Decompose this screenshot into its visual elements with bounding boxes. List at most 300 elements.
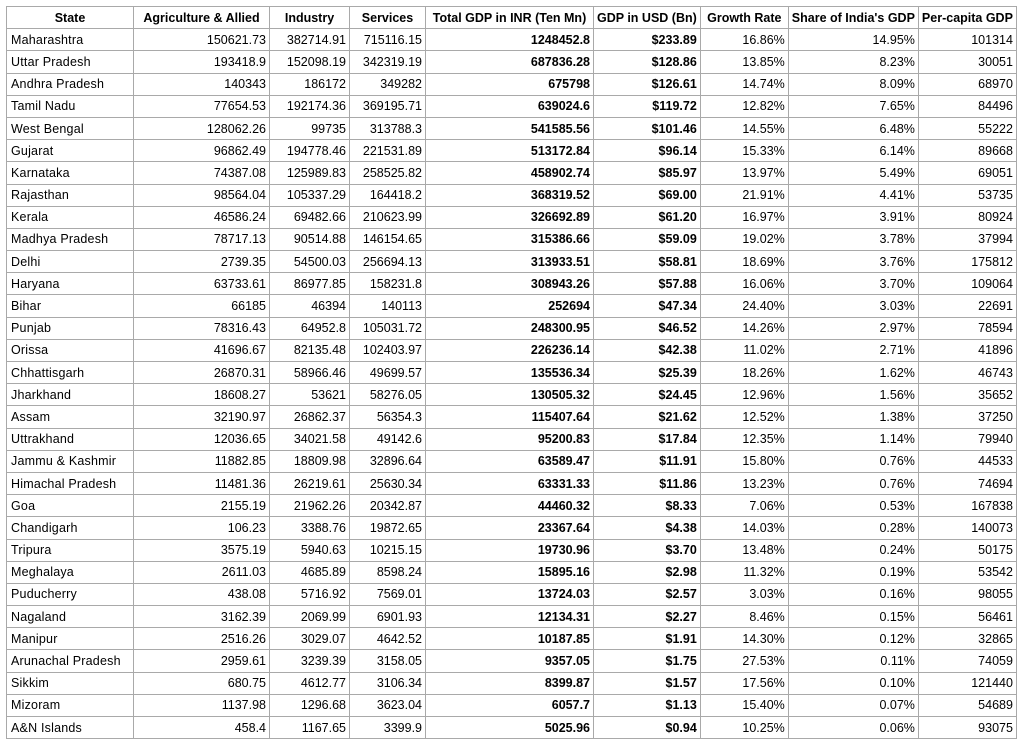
per-capita-cell[interactable]: 80924 — [918, 206, 1016, 228]
state-cell[interactable]: Orissa — [7, 339, 134, 361]
per-capita-cell[interactable]: 53542 — [918, 561, 1016, 583]
total-gdp-inr-cell[interactable]: 226236.14 — [426, 339, 594, 361]
agriculture-cell[interactable]: 66185 — [134, 295, 270, 317]
share-cell[interactable]: 3.78% — [788, 228, 918, 250]
agriculture-cell[interactable]: 150621.73 — [134, 29, 270, 51]
growth-rate-cell[interactable]: 3.03% — [700, 583, 788, 605]
per-capita-cell[interactable]: 68970 — [918, 73, 1016, 95]
state-cell[interactable]: Meghalaya — [7, 561, 134, 583]
gdp-usd-cell[interactable]: $119.72 — [594, 95, 701, 117]
services-cell[interactable]: 3106.34 — [350, 672, 426, 694]
state-cell[interactable]: Nagaland — [7, 606, 134, 628]
services-cell[interactable]: 349282 — [350, 73, 426, 95]
agriculture-cell[interactable]: 41696.67 — [134, 339, 270, 361]
gdp-usd-cell[interactable]: $21.62 — [594, 406, 701, 428]
total-gdp-inr-cell[interactable]: 513172.84 — [426, 140, 594, 162]
agriculture-cell[interactable]: 63733.61 — [134, 273, 270, 295]
gdp-usd-cell[interactable]: $42.38 — [594, 339, 701, 361]
state-cell[interactable]: West Bengal — [7, 117, 134, 139]
total-gdp-inr-cell[interactable]: 315386.66 — [426, 228, 594, 250]
gdp-usd-cell[interactable]: $1.57 — [594, 672, 701, 694]
agriculture-cell[interactable]: 2155.19 — [134, 495, 270, 517]
state-cell[interactable]: Arunachal Pradesh — [7, 650, 134, 672]
growth-rate-cell[interactable]: 14.03% — [700, 517, 788, 539]
industry-cell[interactable]: 5716.92 — [270, 583, 350, 605]
state-cell[interactable]: Jharkhand — [7, 384, 134, 406]
table-row — [7, 339, 1017, 361]
per-capita-cell[interactable]: 22691 — [918, 295, 1016, 317]
total-gdp-inr-cell[interactable]: 248300.95 — [426, 317, 594, 339]
total-gdp-inr-cell[interactable]: 130505.32 — [426, 384, 594, 406]
total-gdp-inr-cell[interactable]: 687836.28 — [426, 51, 594, 73]
share-cell[interactable]: 7.65% — [788, 95, 918, 117]
industry-cell[interactable]: 54500.03 — [270, 251, 350, 273]
share-cell[interactable]: 8.23% — [788, 51, 918, 73]
state-cell[interactable]: Mizoram — [7, 694, 134, 716]
gdp-usd-cell[interactable]: $4.38 — [594, 517, 701, 539]
industry-cell[interactable]: 18809.98 — [270, 450, 350, 472]
state-cell[interactable]: Sikkim — [7, 672, 134, 694]
per-capita-cell[interactable]: 37250 — [918, 406, 1016, 428]
per-capita-cell[interactable]: 78594 — [918, 317, 1016, 339]
growth-rate-cell[interactable]: 27.53% — [700, 650, 788, 672]
industry-cell[interactable]: 5940.63 — [270, 539, 350, 561]
share-cell[interactable]: 0.15% — [788, 606, 918, 628]
share-cell[interactable]: 0.53% — [788, 495, 918, 517]
gdp-usd-cell[interactable]: $1.91 — [594, 628, 701, 650]
per-capita-cell[interactable]: 84496 — [918, 95, 1016, 117]
agriculture-cell[interactable]: 78717.13 — [134, 228, 270, 250]
industry-cell[interactable]: 3239.39 — [270, 650, 350, 672]
industry-cell[interactable]: 82135.48 — [270, 339, 350, 361]
per-capita-cell[interactable]: 140073 — [918, 517, 1016, 539]
total-gdp-inr-cell[interactable]: 19730.96 — [426, 539, 594, 561]
agriculture-cell[interactable]: 11882.85 — [134, 450, 270, 472]
services-cell[interactable]: 105031.72 — [350, 317, 426, 339]
total-gdp-inr-cell[interactable]: 15895.16 — [426, 561, 594, 583]
growth-rate-cell[interactable]: 16.86% — [700, 29, 788, 51]
services-cell[interactable]: 258525.82 — [350, 162, 426, 184]
state-cell[interactable]: Andhra Pradesh — [7, 73, 134, 95]
services-cell[interactable]: 3158.05 — [350, 650, 426, 672]
total-gdp-inr-cell[interactable]: 135536.34 — [426, 362, 594, 384]
share-cell[interactable]: 1.56% — [788, 384, 918, 406]
gdp-usd-cell[interactable]: $69.00 — [594, 184, 701, 206]
per-capita-cell[interactable]: 167838 — [918, 495, 1016, 517]
share-cell[interactable]: 0.11% — [788, 650, 918, 672]
services-cell[interactable]: 256694.13 — [350, 251, 426, 273]
total-gdp-inr-cell[interactable]: 23367.64 — [426, 517, 594, 539]
industry-cell[interactable]: 26862.37 — [270, 406, 350, 428]
per-capita-cell[interactable]: 41896 — [918, 339, 1016, 361]
services-cell[interactable]: 25630.34 — [350, 472, 426, 494]
gdp-usd-cell[interactable]: $1.75 — [594, 650, 701, 672]
share-cell[interactable]: 14.95% — [788, 29, 918, 51]
per-capita-cell[interactable]: 89668 — [918, 140, 1016, 162]
industry-cell[interactable]: 4612.77 — [270, 672, 350, 694]
services-cell[interactable]: 8598.24 — [350, 561, 426, 583]
agriculture-cell[interactable]: 46586.24 — [134, 206, 270, 228]
total-gdp-inr-cell[interactable]: 63589.47 — [426, 450, 594, 472]
industry-cell[interactable]: 26219.61 — [270, 472, 350, 494]
services-cell[interactable]: 58276.05 — [350, 384, 426, 406]
share-cell[interactable]: 3.03% — [788, 295, 918, 317]
state-cell[interactable]: Assam — [7, 406, 134, 428]
agriculture-cell[interactable]: 77654.53 — [134, 95, 270, 117]
share-cell[interactable]: 0.10% — [788, 672, 918, 694]
industry-cell[interactable]: 1167.65 — [270, 717, 350, 739]
total-gdp-inr-cell[interactable]: 252694 — [426, 295, 594, 317]
growth-rate-cell[interactable]: 10.25% — [700, 717, 788, 739]
services-cell[interactable]: 10215.15 — [350, 539, 426, 561]
state-cell[interactable]: Maharashtra — [7, 29, 134, 51]
header-share-of-india[interactable]: Share of India's GDP — [788, 7, 918, 29]
agriculture-cell[interactable]: 2516.26 — [134, 628, 270, 650]
agriculture-cell[interactable]: 74387.08 — [134, 162, 270, 184]
industry-cell[interactable]: 4685.89 — [270, 561, 350, 583]
total-gdp-inr-cell[interactable]: 675798 — [426, 73, 594, 95]
industry-cell[interactable]: 64952.8 — [270, 317, 350, 339]
state-cell[interactable]: Madhya Pradesh — [7, 228, 134, 250]
growth-rate-cell[interactable]: 12.35% — [700, 428, 788, 450]
total-gdp-inr-cell[interactable]: 326692.89 — [426, 206, 594, 228]
services-cell[interactable]: 221531.89 — [350, 140, 426, 162]
agriculture-cell[interactable]: 106.23 — [134, 517, 270, 539]
industry-cell[interactable]: 152098.19 — [270, 51, 350, 73]
agriculture-cell[interactable]: 438.08 — [134, 583, 270, 605]
industry-cell[interactable]: 186172 — [270, 73, 350, 95]
total-gdp-inr-cell[interactable]: 44460.32 — [426, 495, 594, 517]
state-cell[interactable]: A&N Islands — [7, 717, 134, 739]
growth-rate-cell[interactable]: 11.32% — [700, 561, 788, 583]
total-gdp-inr-cell[interactable]: 1248452.8 — [426, 29, 594, 51]
agriculture-cell[interactable]: 78316.43 — [134, 317, 270, 339]
per-capita-cell[interactable]: 30051 — [918, 51, 1016, 73]
per-capita-cell[interactable]: 44533 — [918, 450, 1016, 472]
table-row — [7, 162, 1017, 184]
per-capita-cell[interactable]: 98055 — [918, 583, 1016, 605]
agriculture-cell[interactable]: 98564.04 — [134, 184, 270, 206]
share-cell[interactable]: 1.62% — [788, 362, 918, 384]
share-cell[interactable]: 3.91% — [788, 206, 918, 228]
industry-cell[interactable]: 105337.29 — [270, 184, 350, 206]
total-gdp-inr-cell[interactable]: 368319.52 — [426, 184, 594, 206]
agriculture-cell[interactable]: 2739.35 — [134, 251, 270, 273]
services-cell[interactable]: 146154.65 — [350, 228, 426, 250]
state-cell[interactable]: Rajasthan — [7, 184, 134, 206]
total-gdp-inr-cell[interactable]: 63331.33 — [426, 472, 594, 494]
header-growth-rate[interactable]: Growth Rate — [700, 7, 788, 29]
industry-cell[interactable]: 69482.66 — [270, 206, 350, 228]
growth-rate-cell[interactable]: 14.26% — [700, 317, 788, 339]
industry-cell[interactable]: 99735 — [270, 117, 350, 139]
industry-cell[interactable]: 58966.46 — [270, 362, 350, 384]
state-cell[interactable]: Delhi — [7, 251, 134, 273]
table-row — [7, 140, 1017, 162]
growth-rate-cell[interactable]: 14.74% — [700, 73, 788, 95]
growth-rate-cell[interactable]: 18.69% — [700, 251, 788, 273]
services-cell[interactable]: 20342.87 — [350, 495, 426, 517]
industry-cell[interactable]: 90514.88 — [270, 228, 350, 250]
agriculture-cell[interactable]: 18608.27 — [134, 384, 270, 406]
share-cell[interactable]: 0.06% — [788, 717, 918, 739]
per-capita-cell[interactable]: 32865 — [918, 628, 1016, 650]
state-cell[interactable]: Uttar Pradesh — [7, 51, 134, 73]
agriculture-cell[interactable]: 96862.49 — [134, 140, 270, 162]
industry-cell[interactable]: 194778.46 — [270, 140, 350, 162]
share-cell[interactable]: 2.71% — [788, 339, 918, 361]
services-cell[interactable]: 3623.04 — [350, 694, 426, 716]
services-cell[interactable]: 3399.9 — [350, 717, 426, 739]
gdp-usd-cell[interactable]: $11.86 — [594, 472, 701, 494]
industry-cell[interactable]: 34021.58 — [270, 428, 350, 450]
share-cell[interactable]: 5.49% — [788, 162, 918, 184]
gdp-usd-cell[interactable]: $57.88 — [594, 273, 701, 295]
gdp-usd-cell[interactable]: $58.81 — [594, 251, 701, 273]
per-capita-cell[interactable]: 56461 — [918, 606, 1016, 628]
share-cell[interactable]: 0.16% — [788, 583, 918, 605]
total-gdp-inr-cell[interactable]: 13724.03 — [426, 583, 594, 605]
total-gdp-inr-cell[interactable]: 6057.7 — [426, 694, 594, 716]
agriculture-cell[interactable]: 193418.9 — [134, 51, 270, 73]
gdp-usd-cell[interactable]: $17.84 — [594, 428, 701, 450]
gdp-usd-cell[interactable]: $96.14 — [594, 140, 701, 162]
industry-cell[interactable]: 46394 — [270, 295, 350, 317]
agriculture-cell[interactable]: 140343 — [134, 73, 270, 95]
agriculture-cell[interactable]: 11481.36 — [134, 472, 270, 494]
agriculture-cell[interactable]: 1137.98 — [134, 694, 270, 716]
total-gdp-inr-cell[interactable]: 308943.26 — [426, 273, 594, 295]
gdp-usd-cell[interactable]: $126.61 — [594, 73, 701, 95]
growth-rate-cell[interactable]: 15.33% — [700, 140, 788, 162]
services-cell[interactable]: 102403.97 — [350, 339, 426, 361]
agriculture-cell[interactable]: 2611.03 — [134, 561, 270, 583]
growth-rate-cell[interactable]: 13.85% — [700, 51, 788, 73]
total-gdp-inr-cell[interactable]: 9357.05 — [426, 650, 594, 672]
gdp-usd-cell[interactable]: $2.57 — [594, 583, 701, 605]
industry-cell[interactable]: 382714.91 — [270, 29, 350, 51]
growth-rate-cell[interactable]: 16.06% — [700, 273, 788, 295]
share-cell[interactable]: 0.76% — [788, 472, 918, 494]
state-cell[interactable]: Manipur — [7, 628, 134, 650]
gdp-usd-cell[interactable]: $0.94 — [594, 717, 701, 739]
per-capita-cell[interactable]: 50175 — [918, 539, 1016, 561]
gdp-usd-cell[interactable]: $233.89 — [594, 29, 701, 51]
header-total-gdp-inr[interactable]: Total GDP in INR (Ten Mn) — [426, 7, 594, 29]
industry-cell[interactable]: 1296.68 — [270, 694, 350, 716]
share-cell[interactable]: 4.41% — [788, 184, 918, 206]
growth-rate-cell[interactable]: 12.96% — [700, 384, 788, 406]
state-cell[interactable]: Tamil Nadu — [7, 95, 134, 117]
per-capita-cell[interactable]: 101314 — [918, 29, 1016, 51]
services-cell[interactable]: 7569.01 — [350, 583, 426, 605]
growth-rate-cell[interactable]: 24.40% — [700, 295, 788, 317]
industry-cell[interactable]: 86977.85 — [270, 273, 350, 295]
state-cell[interactable]: Bihar — [7, 295, 134, 317]
growth-rate-cell[interactable]: 11.02% — [700, 339, 788, 361]
industry-cell[interactable]: 3388.76 — [270, 517, 350, 539]
total-gdp-inr-cell[interactable]: 541585.56 — [426, 117, 594, 139]
state-cell[interactable]: Chhattisgarh — [7, 362, 134, 384]
industry-cell[interactable]: 125989.83 — [270, 162, 350, 184]
total-gdp-inr-cell[interactable]: 8399.87 — [426, 672, 594, 694]
gdp-usd-cell[interactable]: $25.39 — [594, 362, 701, 384]
share-cell[interactable]: 1.14% — [788, 428, 918, 450]
growth-rate-cell[interactable]: 17.56% — [700, 672, 788, 694]
per-capita-cell[interactable]: 37994 — [918, 228, 1016, 250]
share-cell[interactable]: 3.76% — [788, 251, 918, 273]
share-cell[interactable]: 6.48% — [788, 117, 918, 139]
per-capita-cell[interactable]: 93075 — [918, 717, 1016, 739]
share-cell[interactable]: 6.14% — [788, 140, 918, 162]
state-cell[interactable]: Puducherry — [7, 583, 134, 605]
growth-rate-cell[interactable]: 13.23% — [700, 472, 788, 494]
header-per-capita[interactable]: Per-capita GDP — [918, 7, 1016, 29]
total-gdp-inr-cell[interactable]: 313933.51 — [426, 251, 594, 273]
gdp-usd-cell[interactable]: $101.46 — [594, 117, 701, 139]
state-cell[interactable]: Tripura — [7, 539, 134, 561]
growth-rate-cell[interactable]: 12.52% — [700, 406, 788, 428]
state-cell[interactable]: Uttrakhand — [7, 428, 134, 450]
growth-rate-cell[interactable]: 15.80% — [700, 450, 788, 472]
agriculture-cell[interactable]: 458.4 — [134, 717, 270, 739]
gdp-usd-cell[interactable]: $47.34 — [594, 295, 701, 317]
header-state[interactable]: State — [7, 7, 134, 29]
share-cell[interactable]: 0.12% — [788, 628, 918, 650]
per-capita-cell[interactable]: 54689 — [918, 694, 1016, 716]
total-gdp-inr-cell[interactable]: 95200.83 — [426, 428, 594, 450]
gdp-usd-cell[interactable]: $85.97 — [594, 162, 701, 184]
agriculture-cell[interactable]: 128062.26 — [134, 117, 270, 139]
gdp-usd-cell[interactable]: $3.70 — [594, 539, 701, 561]
header-gdp-usd[interactable]: GDP in USD (Bn) — [594, 7, 701, 29]
services-cell[interactable]: 32896.64 — [350, 450, 426, 472]
state-cell[interactable]: Himachal Pradesh — [7, 472, 134, 494]
state-cell[interactable]: Gujarat — [7, 140, 134, 162]
growth-rate-cell[interactable]: 14.55% — [700, 117, 788, 139]
industry-cell[interactable]: 192174.36 — [270, 95, 350, 117]
growth-rate-cell[interactable]: 19.02% — [700, 228, 788, 250]
growth-rate-cell[interactable]: 13.48% — [700, 539, 788, 561]
growth-rate-cell[interactable]: 14.30% — [700, 628, 788, 650]
state-cell[interactable]: Goa — [7, 495, 134, 517]
state-cell[interactable]: Haryana — [7, 273, 134, 295]
growth-rate-cell[interactable]: 12.82% — [700, 95, 788, 117]
gdp-usd-cell[interactable]: $8.33 — [594, 495, 701, 517]
per-capita-cell[interactable]: 55222 — [918, 117, 1016, 139]
gdp-usd-cell[interactable]: $128.86 — [594, 51, 701, 73]
per-capita-cell[interactable]: 46743 — [918, 362, 1016, 384]
industry-cell[interactable]: 53621 — [270, 384, 350, 406]
gdp-usd-cell[interactable]: $24.45 — [594, 384, 701, 406]
agriculture-cell[interactable]: 680.75 — [134, 672, 270, 694]
per-capita-cell[interactable]: 74059 — [918, 650, 1016, 672]
gdp-usd-cell[interactable]: $11.91 — [594, 450, 701, 472]
services-cell[interactable]: 369195.71 — [350, 95, 426, 117]
per-capita-cell[interactable]: 74694 — [918, 472, 1016, 494]
services-cell[interactable]: 158231.8 — [350, 273, 426, 295]
per-capita-cell[interactable]: 69051 — [918, 162, 1016, 184]
services-cell[interactable]: 140113 — [350, 295, 426, 317]
share-cell[interactable]: 8.09% — [788, 73, 918, 95]
industry-cell[interactable]: 2069.99 — [270, 606, 350, 628]
services-cell[interactable]: 4642.52 — [350, 628, 426, 650]
share-cell[interactable]: 3.70% — [788, 273, 918, 295]
share-cell[interactable]: 0.07% — [788, 694, 918, 716]
gdp-usd-cell[interactable]: $2.27 — [594, 606, 701, 628]
growth-rate-cell[interactable]: 13.97% — [700, 162, 788, 184]
agriculture-cell[interactable]: 3162.39 — [134, 606, 270, 628]
state-cell[interactable]: Kerala — [7, 206, 134, 228]
per-capita-cell[interactable]: 53735 — [918, 184, 1016, 206]
services-cell[interactable]: 342319.19 — [350, 51, 426, 73]
gdp-usd-cell[interactable]: $2.98 — [594, 561, 701, 583]
total-gdp-inr-cell[interactable]: 12134.31 — [426, 606, 594, 628]
growth-rate-cell[interactable]: 16.97% — [700, 206, 788, 228]
services-cell[interactable]: 19872.65 — [350, 517, 426, 539]
gdp-usd-cell[interactable]: $1.13 — [594, 694, 701, 716]
services-cell[interactable]: 49142.6 — [350, 428, 426, 450]
total-gdp-inr-cell[interactable]: 5025.96 — [426, 717, 594, 739]
per-capita-cell[interactable]: 109064 — [918, 273, 1016, 295]
state-cell[interactable]: Chandigarh — [7, 517, 134, 539]
total-gdp-inr-cell[interactable]: 115407.64 — [426, 406, 594, 428]
share-cell[interactable]: 0.24% — [788, 539, 918, 561]
gdp-usd-cell[interactable]: $61.20 — [594, 206, 701, 228]
industry-cell[interactable]: 21962.26 — [270, 495, 350, 517]
growth-rate-cell[interactable]: 7.06% — [700, 495, 788, 517]
growth-rate-cell[interactable]: 8.46% — [700, 606, 788, 628]
header-industry[interactable]: Industry — [270, 7, 350, 29]
share-cell[interactable]: 1.38% — [788, 406, 918, 428]
share-cell[interactable]: 0.28% — [788, 517, 918, 539]
total-gdp-inr-cell[interactable]: 458902.74 — [426, 162, 594, 184]
growth-rate-cell[interactable]: 15.40% — [700, 694, 788, 716]
services-cell[interactable]: 715116.15 — [350, 29, 426, 51]
services-cell[interactable]: 164418.2 — [350, 184, 426, 206]
growth-rate-cell[interactable]: 21.91% — [700, 184, 788, 206]
agriculture-cell[interactable]: 2959.61 — [134, 650, 270, 672]
per-capita-cell[interactable]: 121440 — [918, 672, 1016, 694]
state-cell[interactable]: Jammu & Kashmir — [7, 450, 134, 472]
agriculture-cell[interactable]: 12036.65 — [134, 428, 270, 450]
services-cell[interactable]: 49699.57 — [350, 362, 426, 384]
services-cell[interactable]: 313788.3 — [350, 117, 426, 139]
state-cell[interactable]: Karnataka — [7, 162, 134, 184]
state-cell[interactable]: Punjab — [7, 317, 134, 339]
services-cell[interactable]: 210623.99 — [350, 206, 426, 228]
per-capita-cell[interactable]: 35652 — [918, 384, 1016, 406]
share-cell[interactable]: 0.76% — [788, 450, 918, 472]
agriculture-cell[interactable]: 32190.97 — [134, 406, 270, 428]
total-gdp-inr-cell[interactable]: 639024.6 — [426, 95, 594, 117]
per-capita-cell[interactable]: 175812 — [918, 251, 1016, 273]
total-gdp-inr-cell[interactable]: 10187.85 — [426, 628, 594, 650]
share-cell[interactable]: 2.97% — [788, 317, 918, 339]
agriculture-cell[interactable]: 26870.31 — [134, 362, 270, 384]
per-capita-cell[interactable]: 79940 — [918, 428, 1016, 450]
agriculture-cell[interactable]: 3575.19 — [134, 539, 270, 561]
services-cell[interactable]: 56354.3 — [350, 406, 426, 428]
gdp-usd-cell[interactable]: $46.52 — [594, 317, 701, 339]
share-cell[interactable]: 0.19% — [788, 561, 918, 583]
industry-cell[interactable]: 3029.07 — [270, 628, 350, 650]
services-cell[interactable]: 6901.93 — [350, 606, 426, 628]
header-agriculture[interactable]: Agriculture & Allied — [134, 7, 270, 29]
growth-rate-cell[interactable]: 18.26% — [700, 362, 788, 384]
gdp-usd-cell[interactable]: $59.09 — [594, 228, 701, 250]
header-services[interactable]: Services — [350, 7, 426, 29]
